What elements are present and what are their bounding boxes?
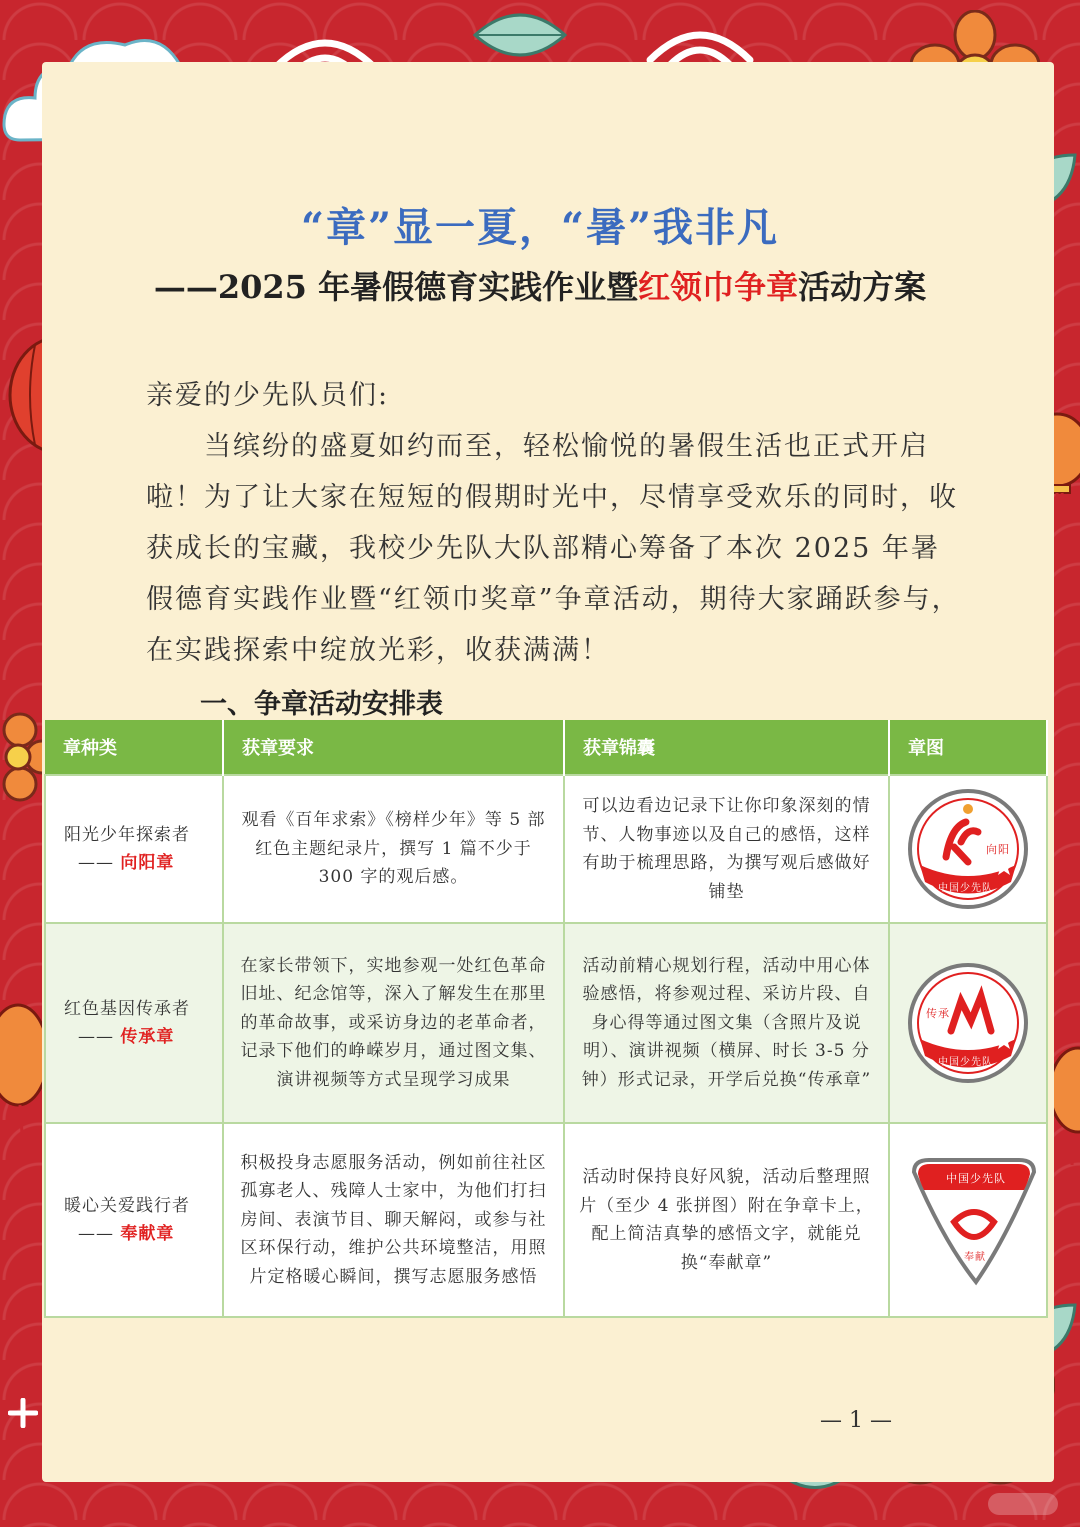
leaf-decoration-top [470, 5, 570, 65]
badge-name-line [64, 849, 208, 878]
tips-cell: 活动时保持良好风貌，活动后整理照片（至少 4 张拼图）附在争章卡上，配上简洁真挚的感悟文字，就能兑换“奉献章” [564, 1123, 889, 1317]
page-number: — 1 — [820, 1408, 892, 1433]
xiangyang-badge-icon [906, 787, 1030, 911]
greeting: 亲爱的少先队员们: [146, 380, 390, 411]
badge-name: 向阳章 [120, 853, 175, 873]
badge-type-label: 暖心关爱践行者 [64, 1195, 190, 1216]
letter-body [146, 370, 966, 676]
requirement-cell: 在家长带领下，实地参观一处红色革命旧址、纪念馆等，深入了解发生在那里的革命故事，或采访身边的老革命者，记录下他们的峥嵘岁月，通过图文集、演讲视频等方式呈现学习成果 [223, 923, 564, 1123]
badge-name-line [64, 1023, 208, 1052]
badge-top-text: 向阳 [986, 844, 1010, 856]
header-badge-type: 章种类 [45, 720, 223, 775]
fengxian-badge-icon [904, 1152, 1044, 1288]
badge-activity-table [44, 720, 1048, 1318]
table-header-row [45, 720, 1047, 775]
tips-cell: 可以边看边记录下让你印象深刻的情节、人物事迹以及自己的感悟，这样有助于梳理思路，为撰写观后感做好铺垫 [564, 775, 889, 923]
table-row [45, 775, 1047, 923]
sub-title-highlight: 红领巾争章 [638, 268, 799, 306]
badge-name: 传承章 [120, 1027, 175, 1047]
sub-title-prefix: ——2025 年暑假德育实践作业暨 [153, 268, 639, 306]
badge-image-cell [889, 775, 1047, 923]
section-title: 一、争章活动安排表 [200, 689, 443, 720]
badge-type-cell [45, 1123, 223, 1317]
badge-bottom-text: 中国少先队 [938, 883, 993, 894]
table-row [45, 1123, 1047, 1317]
intro-paragraph: 当缤纷的盛夏如约而至，轻松愉悦的暑假生活也正式开启啦！为了让大家在短短的假期时光中，尽情享受欢乐的同时，收获成长的宝藏，我校少先队大队部精心筹备了本次 2025 年暑假德育实践作业暨“红领巾奖章”争章活动，期待大家踊跃参与，在实践探索中绽放光彩，收获满满！ [146, 431, 961, 666]
badge-image-cell [889, 1123, 1047, 1317]
requirement-cell: 观看《百年求索》《榜样少年》等 5 部红色主题纪录片，撰写 1 篇不少于 300 字的观后感。 [223, 775, 564, 923]
header-requirement: 获章要求 [223, 720, 564, 775]
main-title: “章”显一夏，“暑”我非凡 [300, 204, 780, 251]
requirement-cell: 积极投身志愿服务活动，例如前往社区孤寡老人、残障人士家中，为他们打扫房间、表演节目、聊天解闷，或参与社区环保行动，维护公共环境整洁，用照片定格暖心瞬间，撰写志愿服务感悟 [223, 1123, 564, 1317]
badge-type-label: 红色基因传承者 [64, 998, 190, 1019]
badge-name-line [64, 1220, 208, 1249]
badge-type-cell [45, 923, 223, 1123]
badge-dash: —— [78, 853, 114, 873]
chuancheng-badge-icon [906, 961, 1030, 1085]
badge-bottom-text: 奉献 [964, 1252, 986, 1263]
sub-title [0, 262, 1080, 308]
sparkle-icon [8, 1398, 38, 1428]
badge-dash: —— [78, 1224, 114, 1244]
badge-image-cell [889, 923, 1047, 1123]
badge-dash: —— [78, 1027, 114, 1047]
table-row [45, 923, 1047, 1123]
badge-type-label: 阳光少年探索者 [64, 824, 190, 845]
badge-top-text: 中国少先队 [946, 1173, 1006, 1185]
wifi-swirl-decoration-right [640, 10, 760, 70]
header-badge-image: 章图 [889, 720, 1047, 775]
watermark [988, 1493, 1058, 1515]
badge-top-text: 传承 [926, 1008, 950, 1020]
tips-cell: 活动前精心规划行程，活动中用心体验感悟，将参观过程、采访片段、自身心得等通过图文集（含照片及说明）、演讲视频（横屏、时长 3-5 分钟）形式记录，开学后兑换“传承章” [564, 923, 889, 1123]
badge-name: 奉献章 [120, 1224, 175, 1244]
badge-bottom-text: 中国少先队 [938, 1057, 993, 1068]
header-tips: 获章锦囊 [564, 720, 889, 775]
sub-title-suffix: 活动方案 [798, 268, 927, 306]
badge-type-cell [45, 775, 223, 923]
